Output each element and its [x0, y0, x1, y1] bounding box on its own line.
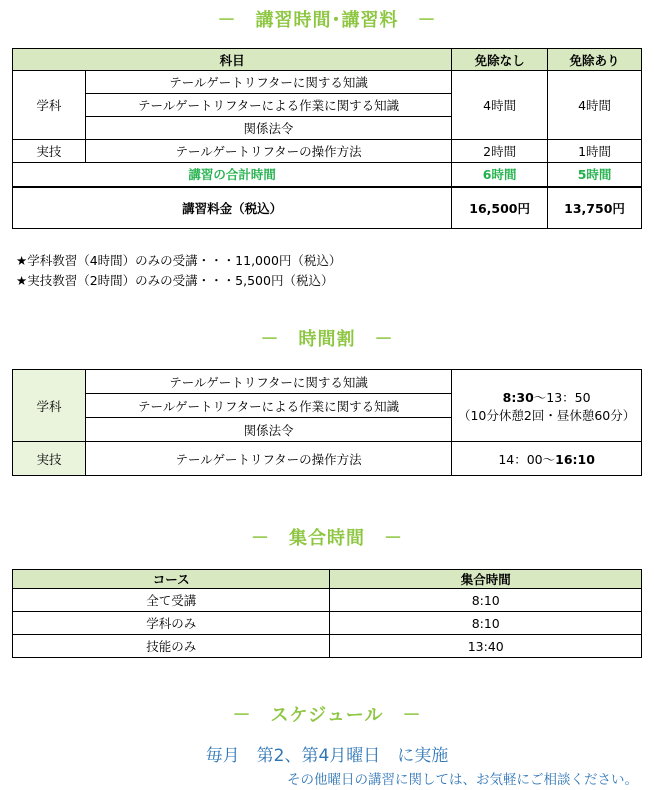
- table-row: [13, 612, 642, 635]
- fee-exempt: 13,750円: [548, 187, 642, 229]
- meeting-header-time: 集合時間: [330, 570, 642, 589]
- section-title-meeting: － 集合時間 －: [251, 528, 403, 549]
- jitsugi-label: 実技: [13, 140, 86, 163]
- total-exempt: 5時間: [548, 163, 642, 187]
- meeting-course: 全て受講: [13, 589, 330, 612]
- note-jitsugi-only: ★実技教習（2時間）のみの受講・・・5,500円（税込）: [16, 273, 334, 288]
- header-subject: 科目: [13, 49, 452, 71]
- fee-label: 講習料金（税込）: [13, 187, 452, 229]
- meeting-table: [12, 569, 642, 658]
- gakka-break-note: （10分休憩2回・昼休憩60分）: [457, 407, 636, 423]
- gakka-item-2: テールゲートリフターによる作業に関する知識: [85, 94, 451, 117]
- timetable-jitsugi-item: テールゲートリフターの操作方法: [85, 442, 451, 476]
- timetable-jitsugi-time: [452, 442, 642, 476]
- jitsugi-time-start: 14：00～: [498, 451, 556, 467]
- section-title-fees: － 講習時間･講習料 －: [217, 10, 437, 31]
- total-no-exempt: 6時間: [452, 163, 548, 187]
- timetable-gakka-time: [452, 370, 642, 442]
- meeting-course: 技能のみ: [13, 635, 330, 658]
- timetable-gakka-item-3: 関係法令: [85, 418, 451, 442]
- jitsugi-time-end: 16:10: [555, 451, 595, 467]
- table-row: [13, 589, 642, 612]
- header-exempt: 免除あり: [548, 49, 642, 71]
- timetable-gakka-item-2: テールゲートリフターによる作業に関する知識: [85, 394, 451, 418]
- timetable-gakka-item-1: テールゲートリフターに関する知識: [85, 370, 451, 394]
- gakka-item-3: 関係法令: [85, 117, 451, 140]
- gakka-time-start: 8:30: [502, 389, 534, 405]
- gakka-no-exempt: 4時間: [452, 71, 548, 140]
- table-row: [13, 635, 642, 658]
- jitsugi-exempt: 1時間: [548, 140, 642, 163]
- schedule-note: その他曜日の講習に関しては、お気軽にご相談ください。: [287, 772, 638, 788]
- timetable-jitsugi-label: 実技: [13, 442, 86, 476]
- timetable: [12, 369, 642, 476]
- gakka-item-1: テールゲートリフターに関する知識: [85, 71, 451, 94]
- gakka-exempt: 4時間: [548, 71, 642, 140]
- jitsugi-no-exempt: 2時間: [452, 140, 548, 163]
- meeting-course: 学科のみ: [13, 612, 330, 635]
- fee-no-exempt: 16,500円: [452, 187, 548, 229]
- meeting-time: 13:40: [330, 635, 642, 658]
- meeting-time: 8:10: [330, 612, 642, 635]
- gakka-time-rest: ～13：50: [533, 389, 591, 405]
- jitsugi-item: テールゲートリフターの操作方法: [85, 140, 451, 163]
- schedule-line: 毎月 第2、第4月曜日 に実施: [205, 746, 449, 766]
- header-no-exempt: 免除なし: [452, 49, 548, 71]
- meeting-time: 8:10: [330, 589, 642, 612]
- total-label: 講習の合計時間: [13, 163, 452, 187]
- fee-table: [12, 48, 642, 229]
- note-gakka-only: ★学科教習（4時間）のみの受講・・・11,000円（税込）: [16, 253, 342, 268]
- gakka-label: 学科: [13, 71, 86, 140]
- meeting-header-course: コース: [13, 570, 330, 589]
- timetable-gakka-label: 学科: [13, 370, 86, 442]
- section-title-schedule: － スケジュール －: [232, 705, 422, 726]
- section-title-timetable: － 時間割 －: [260, 329, 394, 350]
